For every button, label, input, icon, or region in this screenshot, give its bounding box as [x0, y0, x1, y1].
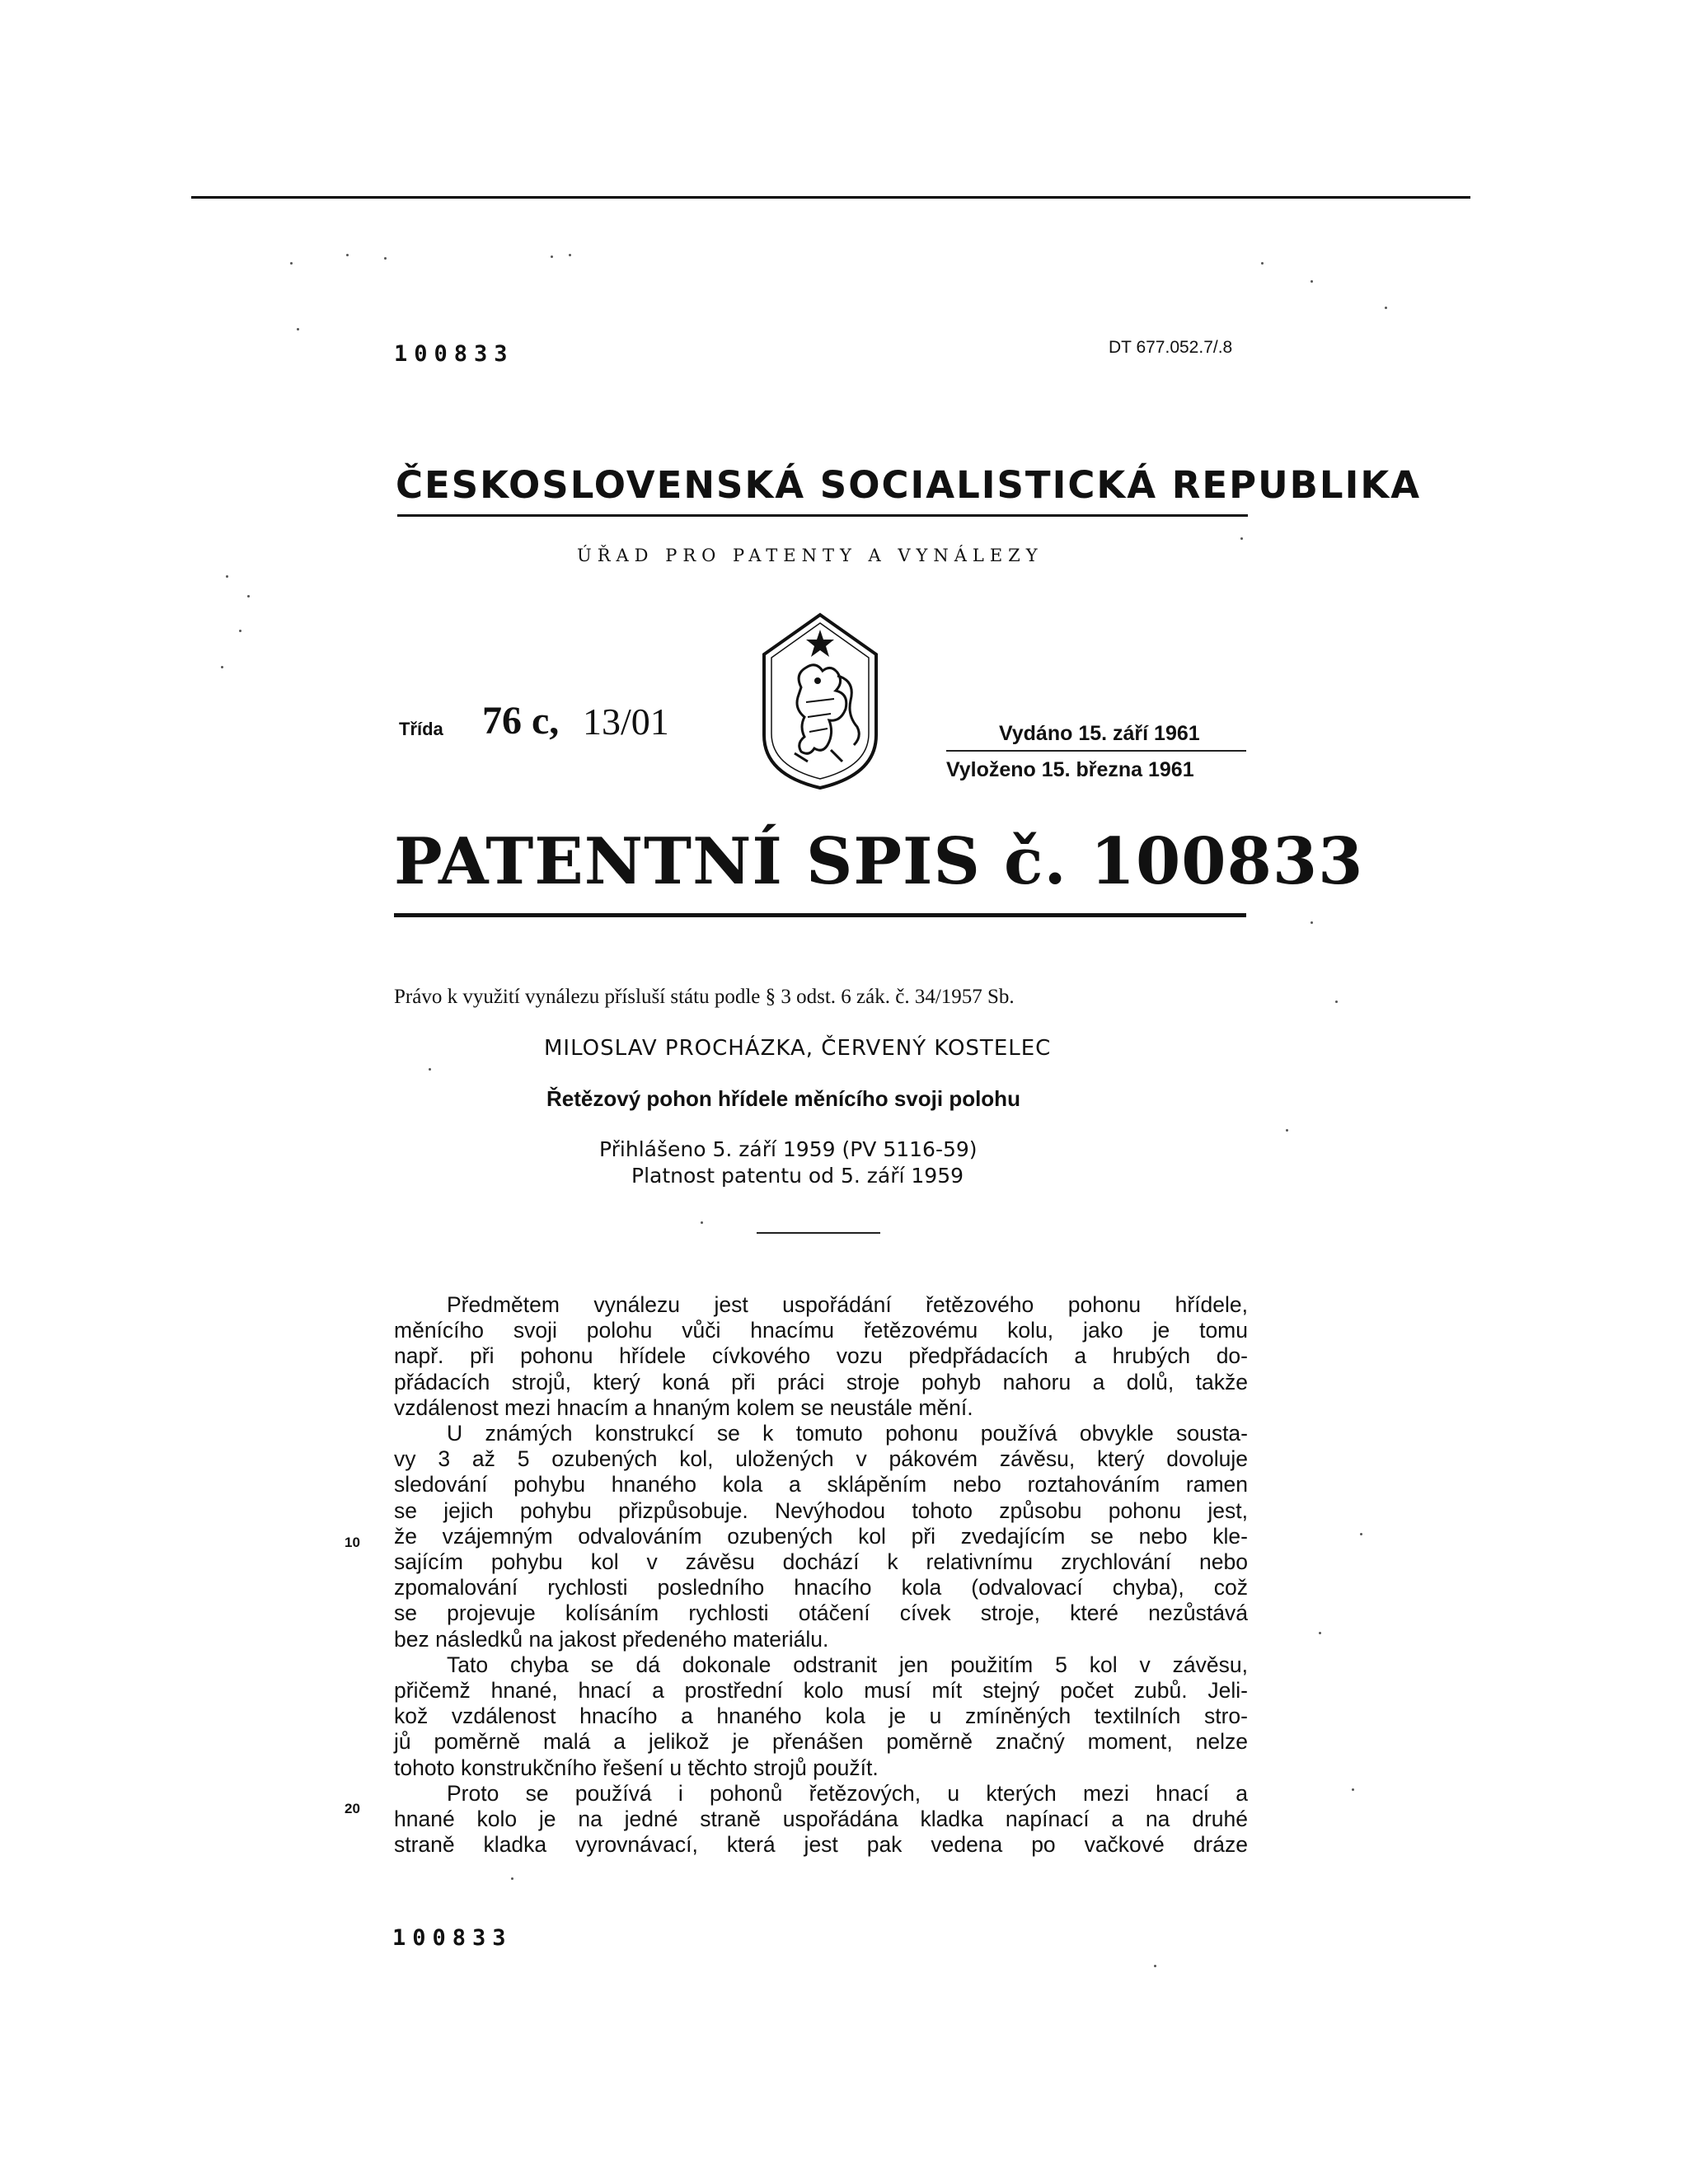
body-line: Proto se používá i pohonů řetězových, u kterých mezi hnací a — [447, 1780, 1248, 1806]
body-line: že vzájemným odvalováním ozubených kol při zvedajícím se nebo kle- — [394, 1523, 1248, 1549]
body-line: sajícím pohybu kol v závěsu dochází k relativnímu zrychlování nebo — [394, 1549, 1248, 1575]
body-line: přičemž hnané, hnací a prostřední kolo musí mít stejný počet zubů. Jeli- — [394, 1678, 1248, 1704]
body-line: se jejich pohybu přizpůsobuje. Nevýhodou tohoto způsobu pohonu jest, — [394, 1497, 1248, 1523]
body-line: sledování pohybu hnaného kola a sklápěním nebo roztahováním ramen — [394, 1472, 1248, 1497]
margin-line-number: 10 — [345, 1535, 360, 1550]
body-line: straně kladka vyrovnávací, která jest pak vedena po vačkové dráze — [394, 1832, 1248, 1858]
margin-line-number: 20 — [345, 1801, 360, 1816]
patent-title: PATENTNÍ SPIS č. 100833 — [394, 824, 1364, 899]
body-line: vzdálenost mezi hnacím a hnaným kolem se neustále mění. — [394, 1394, 973, 1420]
issued-date-rule — [946, 750, 1246, 752]
invention-title: Řetězový pohon hřídele měnícího svoji polohu — [546, 1086, 1020, 1111]
issued-date: Vydáno 15. září 1961 — [999, 722, 1200, 745]
filing-info: Přihlášeno 5. září 1959 (PV 5116-59) — [599, 1137, 978, 1161]
body-line: kož vzdálenost hnacího a hnaného kola je u zmíněných textilních stro- — [394, 1704, 1248, 1729]
laid-open-date: Vyloženo 15. března 1961 — [946, 758, 1194, 781]
body-line: se projevuje kolísáním rychlosti otáčení cívek stroje, které nezůstává — [394, 1601, 1248, 1626]
body-line: Předmětem vynálezu jest uspořádání řetězového pohonu hřídele, — [447, 1292, 1248, 1317]
document-number-bottom: 100833 — [392, 1925, 513, 1951]
class-value-sub: 13/01 — [583, 701, 669, 743]
body-text — [394, 1292, 1248, 1858]
body-line: zpomalování rychlosti posledního hnacího kola (odvalovací chyba), což — [394, 1575, 1248, 1601]
body-line: přádacích strojů, který koná při práci stroje pohyb nahoru a dolů, takže — [394, 1369, 1248, 1394]
body-line: měnícího svoji polohu vůči hnacímu řetězovému kolu, jako je tomu — [394, 1318, 1248, 1343]
classification-code: DT 677.052.7/.8 — [1109, 338, 1233, 357]
title-underline — [394, 913, 1246, 917]
body-line: hnané kolo je na jedné straně uspořádána kladka napínací a na druhé — [394, 1807, 1248, 1832]
separator-rule — [757, 1232, 880, 1234]
patent-validity: Platnost patentu od 5. září 1959 — [631, 1164, 964, 1188]
body-line: jů poměrně malá a jelikož je přenášen poměrně značný moment, nelze — [394, 1729, 1248, 1755]
page-top-rule — [191, 196, 1470, 199]
body-line: tohoto konstrukčního řešení u těchto strojů použít. — [394, 1755, 879, 1780]
document-number-top: 100833 — [394, 341, 514, 367]
body-line: např. při pohonu hřídele cívkového vozu předpřádacích a hrubých do- — [394, 1343, 1248, 1369]
body-line: Tato chyba se dá dokonale odstranit jen použitím 5 kol v závěsu, — [447, 1652, 1248, 1677]
class-value-main: 76 c, — [482, 699, 560, 743]
class-label: Třída — [399, 719, 443, 739]
body-line: vy 3 až 5 ozubených kol, uložených v pákovém závěsu, který dovoluje — [394, 1446, 1248, 1472]
body-line: U známých konstrukcí se k tomuto pohonu používá obvykle sousta- — [447, 1421, 1248, 1446]
republic-underline — [397, 514, 1248, 517]
inventor: MILOSLAV PROCHÁZKA, ČERVENÝ KOSTELEC — [544, 1036, 1052, 1061]
rights-statement: Právo k využití vynálezu přísluší státu podle § 3 odst. 6 zák. č. 34/1957 Sb. — [394, 986, 1015, 1008]
body-line: bez následků na jakost předeného materiálu. — [394, 1626, 829, 1652]
czechoslovak-state-emblem-icon — [758, 612, 882, 791]
patent-office-name: ÚŘAD PRO PATENTY A VYNÁLEZY — [577, 546, 1043, 565]
republic-name: ČESKOSLOVENSKÁ SOCIALISTICKÁ REPUBLIKA — [396, 463, 1422, 507]
